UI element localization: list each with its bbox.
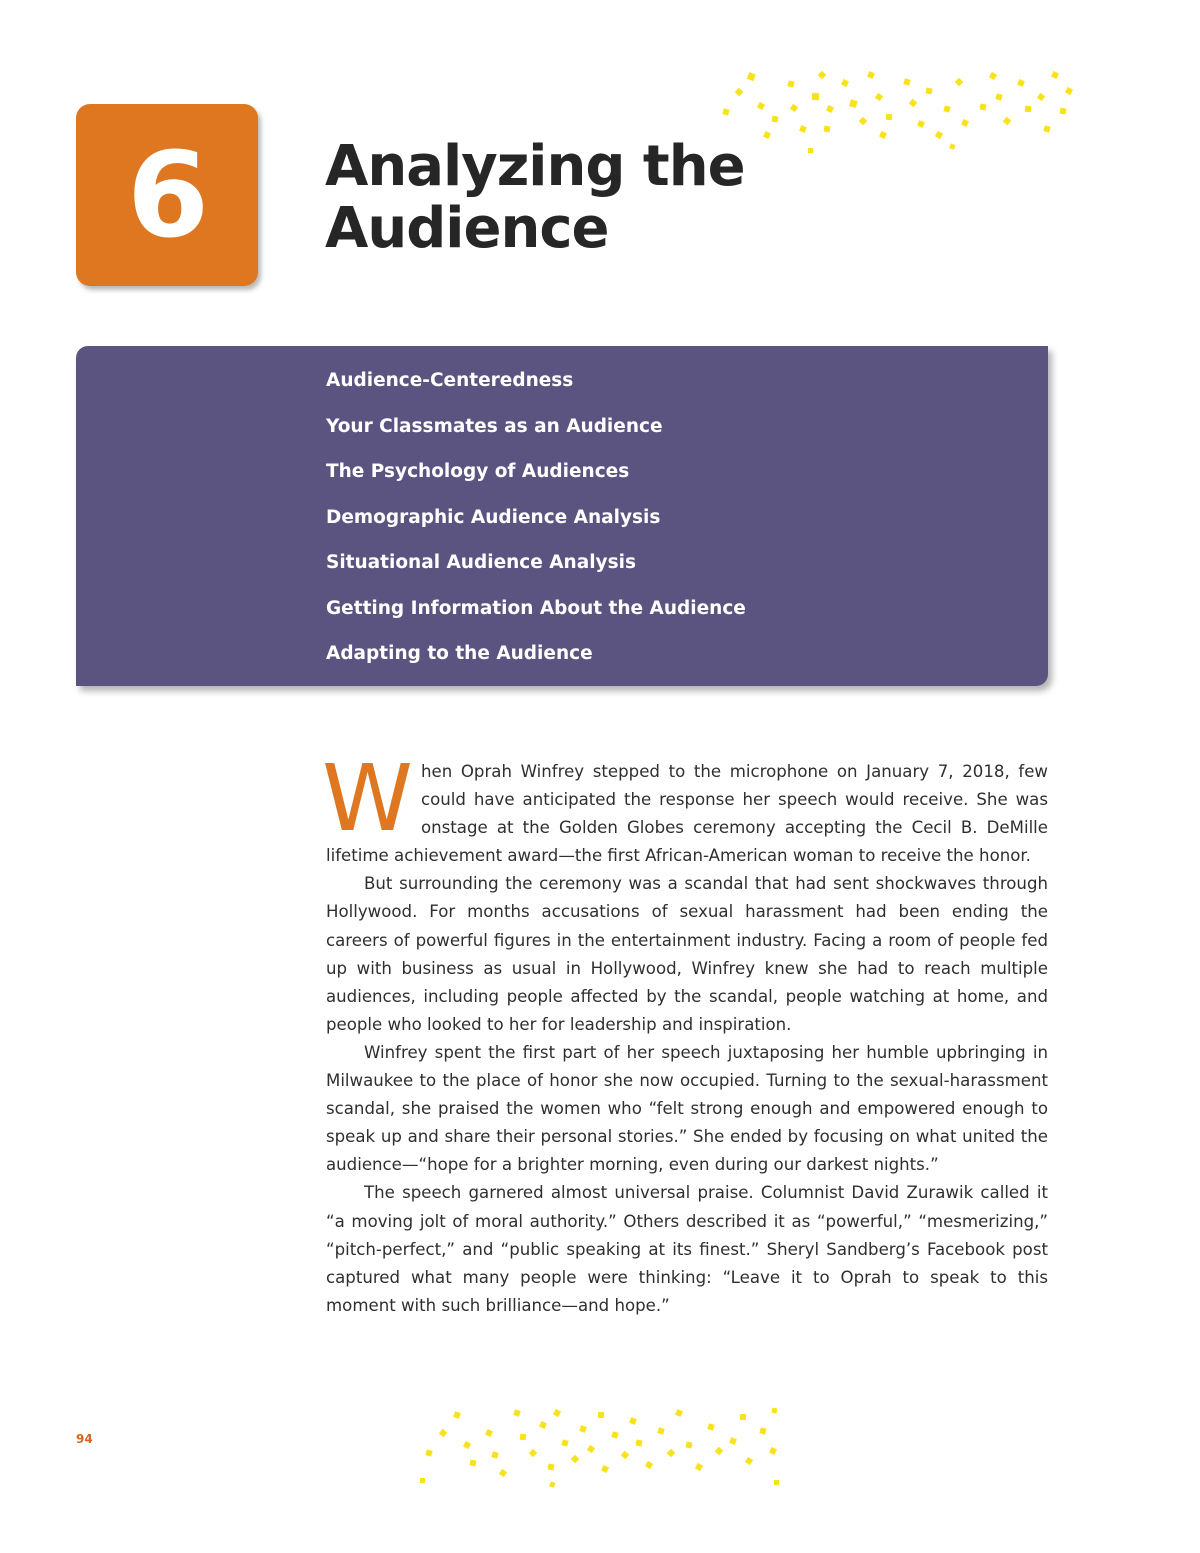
paragraph-1 [322,745,1048,870]
page-number: 94 [76,1432,93,1446]
paragraph-4: The speech garnered almost universal praise. Columnist David Zurawik called it “a moving jolt of moral authority.” Others described it as “powerful,” “mesmerizing,” “pitch-perfect,” and “public speaking at its finest.” Sheryl Sandberg’s Facebook post captured what many people were thinking: “Leave it to Oprah to speak to this moment with such brilliance—and hope.” [326,1183,1048,1315]
chapter-outline-list [326,366,746,685]
paragraph-3: Winfrey spent the first part of her speech juxtaposing her humble upbringing in Milwaukee to the place of honor she now occupied. Turning to the sexual-harassment scandal, she praised the women who “felt strong enough and empowered enough to speak up and share their personal stories.” She ended by focusing on what united the audience—“hope for a brighter morning, even during our darkest nights.” [326,1042,1048,1175]
outline-item: Your Classmates as an Audience [326,415,663,437]
outline-item: Getting Information About the Audience [326,597,746,619]
outline-item: Audience-Centeredness [326,370,574,391]
chapter-number-box [76,104,258,286]
chapter-title-line2: Audience [325,196,609,261]
paragraph-2: But surrounding the ceremony was a scandal that had sent shockwaves through Hollywood. For months accusations of sexual harassment had been ending the careers of powerful figures in the entertainment industry. Facing a room of people fed up with business as usual in Hollywood, Winfrey knew she had to reach multiple audiences, including people affected by the scandal, people watching at home, and people who looked to her for leadership and inspiration. [326,874,1048,1034]
decorative-dots-bottom [410,1402,790,1492]
outline-item: Demographic Audience Analysis [326,506,661,528]
outline-item: The Psychology of Audiences [326,461,630,482]
chapter-title [325,136,845,260]
chapter-number: 6 [126,126,208,264]
outline-item: Situational Audience Analysis [326,552,636,573]
outline-item: Adapting to the Audience [326,643,593,664]
chapter-body [322,745,1048,1320]
drop-cap: W [322,745,413,852]
paragraph-1-text: hen Oprah Winfrey stepped to the microphone on January 7, 2018, few could have anticipated the response her speech would receive. She was onstage at the Golden Globes ceremony accepting the Cecil B. DeMille lifetime achievement award—the first African-American woman to receive the honor. [326,762,1048,866]
chapter-outline-panel [76,346,1048,686]
chapter-title-line1: Analyzing the [325,134,745,199]
